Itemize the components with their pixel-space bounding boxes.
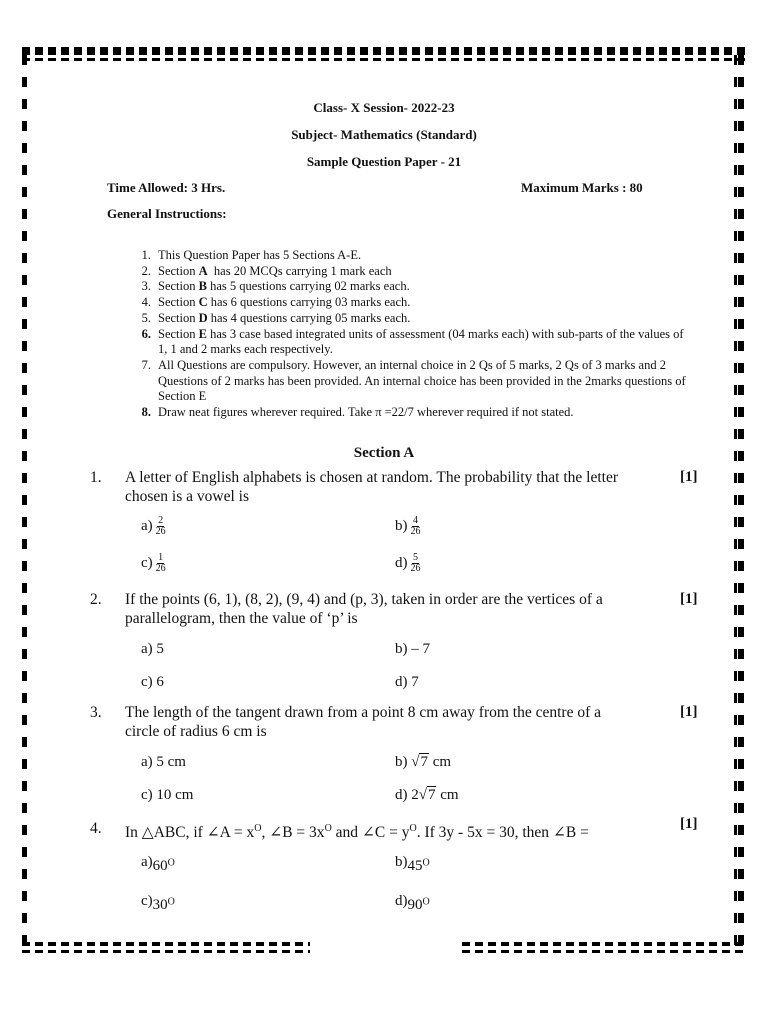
general-instructions-heading: General Instructions: (107, 206, 227, 221)
page-border-top (22, 47, 746, 55)
question-4-marks: [1] (680, 816, 698, 832)
q3-option-d: d) 2√7 cm (395, 787, 459, 803)
instruction-item: 6. Section E has 3 case based integrated units of assessment (04 marks each) with sub-parts of the values of 1, 1 and 2 marks each respectively. (141, 326, 684, 357)
section-a-heading: Section A (353, 445, 415, 461)
question-text: In △ABC, if ∠A = $x^O$, ∠B = $3x^O$ and ∠C = $y^O$. If 3y - 5x = 30, then ∠B = (125, 823, 589, 842)
q1-option-a: a) $\frac{2}{26}$ (141, 515, 166, 537)
page-border-left (22, 55, 27, 950)
page-border-top-inner (22, 58, 746, 61)
question-text: The length of the tangent drawn from a point 8 cm away from the centre of a circle of radius 6 cm is (125, 704, 602, 740)
page-border-right (738, 55, 744, 950)
page-border-bottom-left-inner (22, 950, 310, 953)
instruction-item: 2. Section A has 20 MCQs carrying 1 mark each (141, 263, 392, 278)
instruction-item: 3. Section B has 5 questions carrying 02 marks each. (141, 279, 410, 294)
instruction-item: 7. All Questions are compulsory. However, an internal choice in 2 Qs of 5 marks, 2 Qs of 3 marks and 2 Questions of 2 marks has been provided. An internal choice has been provided in the 2marks questions of Section E (141, 357, 686, 404)
q3-option-a: a) 5 cm (141, 754, 186, 770)
q3-option-c: c) 10 cm (141, 787, 194, 803)
instruction-item: 4. Section C has 6 questions carrying 03 marks each. (141, 295, 411, 310)
question-number: 2. (90, 591, 102, 608)
q4-option-b: $b)_{45O}$ (395, 854, 430, 874)
question-number: 1. (90, 469, 102, 486)
question-1-marks: [1] (680, 469, 698, 485)
q2-option-a: a) 5 (141, 641, 164, 657)
paper-heading: Sample Question Paper - 21 (306, 154, 462, 169)
q2-option-b: b) – 7 (395, 641, 430, 657)
question-3-marks: [1] (680, 704, 698, 720)
page-border-bottom-right-inner (462, 950, 746, 953)
time-allowed: Time Allowed: 3 Hrs. (107, 180, 226, 195)
page-border-bottom-left (22, 942, 310, 946)
instruction-item: 8. Draw neat figures wherever required. Take π =22/7 wherever required if not stated. (141, 405, 574, 420)
question-number: 4. (90, 820, 102, 837)
q2-option-d: d) 7 (395, 674, 419, 690)
question-2 (90, 590, 660, 628)
q3-option-b: b) √7 cm (395, 754, 452, 770)
q1-option-b: b) $\frac{4}{26}$ (395, 515, 421, 537)
instruction-item: 5. Section D has 4 questions carrying 05 marks each. (141, 310, 411, 325)
question-text: A letter of English alphabets is chosen at random. The probability that the letter chosen is a vowel is (125, 469, 619, 505)
q1-option-c: c) $\frac{1}{26}$ (141, 552, 166, 574)
question-4 (90, 819, 660, 842)
class-session-heading: Class- X Session- 2022-23 (313, 100, 455, 115)
instructions-list (127, 248, 687, 421)
question-3 (90, 703, 660, 741)
q4-option-a: $a)_{60O}$ (141, 854, 175, 874)
question-2-marks: [1] (680, 591, 698, 607)
instruction-item: 1. This Question Paper has 5 Sections A-E. (141, 248, 362, 262)
question-number: 3. (90, 704, 102, 721)
question-text: If the points (6, 1), (8, 2), (9, 4) and (p, 3), taken in order are the vertices of a parallelogram, then the value of ‘p’ is (125, 591, 603, 627)
q2-option-c: c) 6 (141, 674, 164, 690)
q4-option-c: $c)_{30O}$ (141, 893, 175, 913)
page-border-right-inner (734, 55, 737, 950)
q4-option-d: $d)_{90O}$ (395, 893, 430, 913)
maximum-marks: Maximum Marks : 80 (521, 180, 643, 195)
question-1 (90, 468, 660, 506)
page-border-bottom-right (462, 942, 746, 946)
q1-option-d: d) $\frac{5}{26}$ (395, 552, 421, 574)
subject-heading: Subject- Mathematics (Standard) (291, 127, 477, 142)
